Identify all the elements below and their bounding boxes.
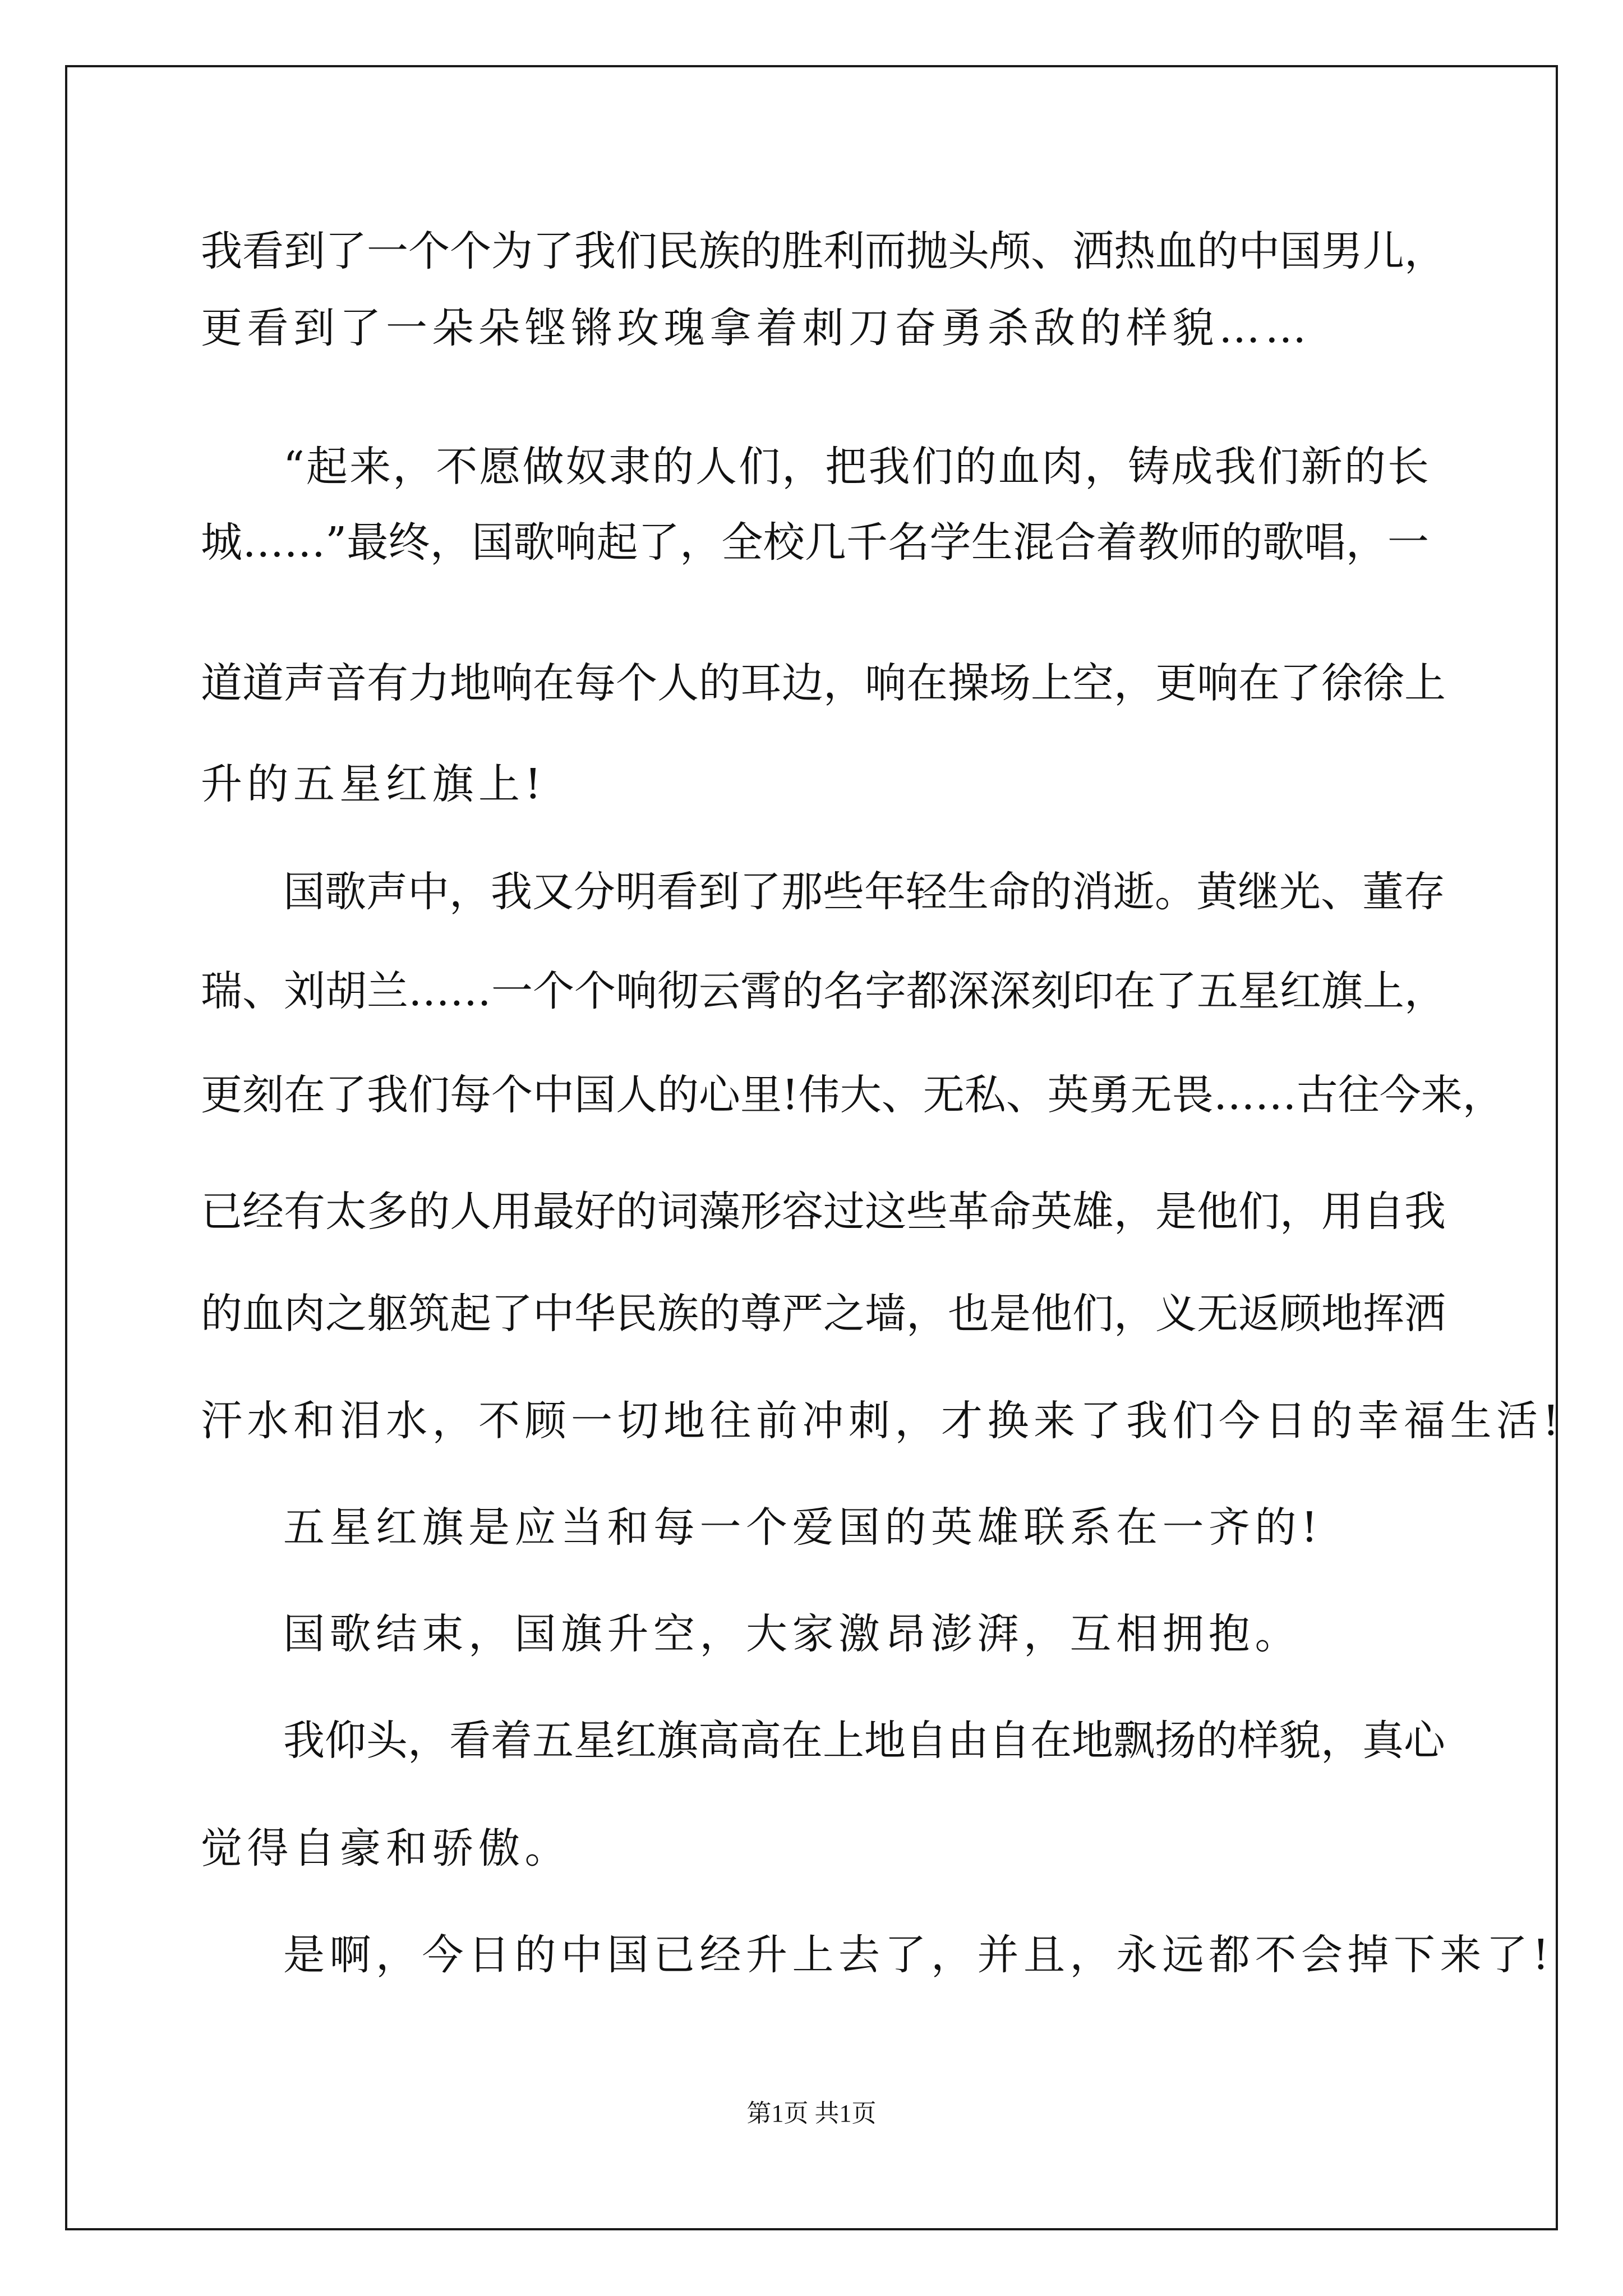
text-line: 是啊，今日的中国已经升上去了，并且，永远都不会掉下来了! bbox=[283, 1931, 1554, 1979]
text-line: 我仰头，看着五星红旗高高在上地自由自在地飘扬的样貌，真心 bbox=[283, 1717, 1445, 1765]
page-border bbox=[65, 65, 1558, 2230]
text-line: 我看到了一个个为了我们民族的胜利而抛头颅、洒热血的中国男儿， bbox=[201, 227, 1446, 275]
text-line: 觉得自豪和骄傲。 bbox=[201, 1824, 571, 1872]
text-line: 更看到了一朵朵铿锵玫瑰拿着刺刀奋勇杀敌的样貌…… bbox=[201, 304, 1311, 352]
text-line: 城……”最终，国歌响起了，全校几千名学生混合着教师的歌唱，一 bbox=[201, 518, 1429, 567]
text-line: 更刻在了我们每个中国人的心里!伟大、无私、英勇无畏……古往今来， bbox=[201, 1071, 1504, 1119]
text-line: 汗水和泪水，不顾一切地往前冲刺，才换来了我们今日的幸福生活! bbox=[201, 1397, 1564, 1445]
text-line: 国歌结束，国旗升空，大家激昂澎湃，互相拥抱。 bbox=[283, 1610, 1301, 1658]
text-line: 五星红旗是应当和每一个爱国的英雄联系在一齐的! bbox=[283, 1503, 1323, 1552]
text-line: 已经有太多的人用最好的词藻形容过这些革命英雄，是他们，用自我 bbox=[201, 1188, 1446, 1236]
text-line: 瑞、刘胡兰……一个个响彻云霄的名字都深深刻印在了五星红旗上， bbox=[201, 967, 1446, 1015]
text-line: 国歌声中，我又分明看到了那些年轻生命的消逝。黄继光、董存 bbox=[283, 868, 1445, 916]
text-line: 道道声音有力地响在每个人的耳边，响在操场上空，更响在了徐徐上 bbox=[201, 659, 1446, 707]
text-line: 的血肉之躯筑起了中华民族的尊严之墙，也是他们，义无返顾地挥洒 bbox=[201, 1290, 1446, 1338]
page-number-footer: 第1页 共1页 bbox=[746, 2100, 877, 2127]
text-line: 升的五星红旗上! bbox=[201, 760, 546, 808]
text-line: “起来，不愿做奴隶的人们，把我们的血肉，铸成我们新的长 bbox=[283, 443, 1429, 491]
